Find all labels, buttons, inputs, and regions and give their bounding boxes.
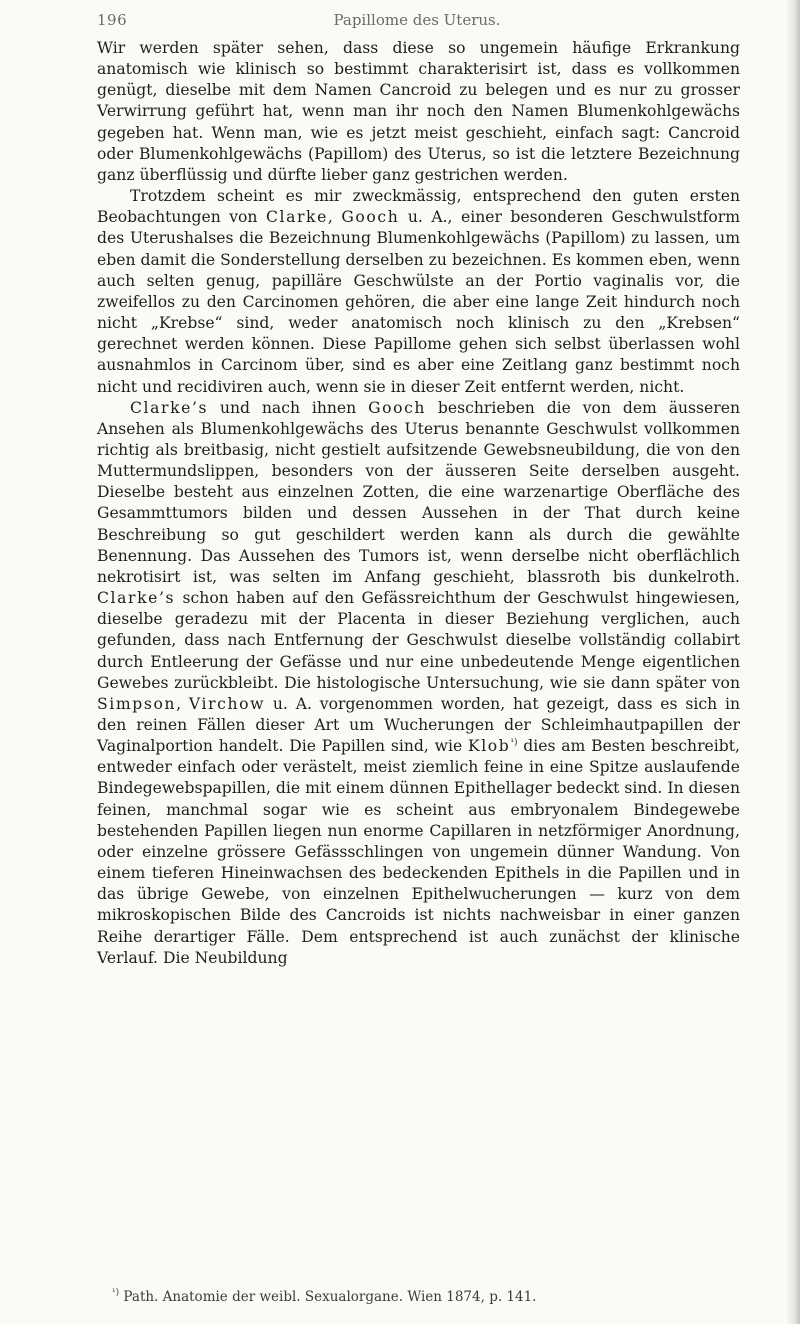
body-text bbox=[97, 38, 740, 969]
text-run: u. A. vorgenommen worden, hat gezeigt, dass es sich in den reinen Fällen dieser Art um Wucherungen der Schleimhautpapillen der Vaginalportion handelt. Die Papillen sind, wie bbox=[97, 694, 740, 756]
author-name: Clarke’s bbox=[130, 398, 209, 417]
page-number: 196 bbox=[97, 11, 128, 29]
footnote-text: Path. Anatomie der weibl. Sexualorgane. Wien 1874, p. 141. bbox=[119, 1289, 537, 1305]
footnote bbox=[112, 1289, 732, 1305]
paragraph bbox=[97, 398, 740, 969]
text-run: , bbox=[327, 208, 342, 227]
author-name: Clarke’s bbox=[97, 589, 176, 608]
text-run: dies am Besten beschreibt, entweder einfach oder verästelt, meist ziemlich feine in eine Spitze auslaufende Bindegewebspapillen, die mit einem dünnen Epithellager bedeckt sind. In diesen feinen, manchmal sogar wie es scheint aus embryonalem Bindegewebe bestehenden Papillen liegen nun enorme Capillaren in netzförmiger Anordnung, oder einzelne grössere Gefässschlingen von ungemein dünner Wandung. Von einem tieferen Hineinwachsen des bedeckenden Epithels in die Papillen und in das übrige Gewebe, von einzelnen Epithelwucherungen — kurz von dem mikroskopischen Bilde des Cancroids ist nichts nachweisbar in einer ganzen Reihe derartiger Fälle. Dem entsprechend ist auch zunächst der klinische Verlauf. Die Neubildung bbox=[97, 737, 740, 967]
paragraph bbox=[97, 38, 740, 186]
text-run: und nach ihnen bbox=[208, 398, 369, 417]
text-run: Wir werden später sehen, dass diese so ungemein häufige Erkrankung anatomisch wie klinisch so bestimmt charakterisirt ist, dass es vollkommen genügt, dieselbe mit dem Namen Cancroid zu belegen und es nur zu grosser Verwirrung geführt hat, wenn man ihr noch den Namen Blumenkohlgewächs gegeben hat. Wenn man, wie es jetzt meist geschieht, einfach sagt: Cancroid oder Blumenkohlgewächs (Papillom) des Uterus, so ist die letztere Bezeichnung ganz überflüssig und dürfte lieber ganz gestrichen werden. bbox=[97, 39, 740, 184]
text-run: beschrieben die von dem äusseren Ansehen als Blumenkohlgewächs des Uterus benannte Geschwulst vollkommen richtig als breitbasig, nicht gestielt aufsitzende Gewebsneubildung, die von den Muttermundslippen, besonders von der äusseren Seite derselben ausgeht. Dieselbe besteht aus einzelnen Zotten, die eine warzenartige Oberfläche des Gesammttumors bilden und dessen Aussehen in der That durch keine Beschreibung so gut geschildert werden kann als durch die gewählte Benennung. Das Aussehen des Tumors ist, wenn derselbe nicht oberflächlich nekrotisirt ist, was selten im Anfang geschieht, blassroth bis dunkelroth. bbox=[97, 398, 740, 586]
running-head bbox=[97, 11, 737, 37]
author-name: Clarke bbox=[265, 208, 328, 227]
author-name: Virchow bbox=[188, 694, 266, 713]
text-run: Trotzdem scheint es mir zweckmässig, entsprechend den guten ersten Beobachtungen von bbox=[97, 187, 740, 227]
author-name: Gooch bbox=[368, 398, 427, 417]
footnote-reference: ¹) bbox=[510, 738, 518, 749]
author-name: Simpson bbox=[97, 694, 177, 713]
running-title: Papillome des Uterus. bbox=[333, 11, 501, 29]
text-run: u. A., einer besonderen Geschwulstform des Uterushalses die Bezeichnung Blumenkohlgewächs (Papillom) zu lassen, um eben damit die Sonderstellung derselben zu bezeichnen. Es kommen eben, wenn auch selten genug, papilläre Geschwülste an der Portio vaginalis vor, die zweifellos zu den Carcinomen gehören, die aber eine lange Zeit hindurch noch nicht „Krebse“ sind, weder anatomisch noch klinisch zu den „Krebsen“ gerechnet werden können. Diese Papillome gehen sich selbst überlassen wohl ausnahmlos in Carcinom über, sind es aber eine Zeitlang ganz bestimmt noch nicht und recidiviren auch, wenn sie in dieser Zeit entfernt werden, nicht. bbox=[97, 208, 740, 396]
text-run: , bbox=[176, 694, 189, 713]
author-name: Gooch bbox=[341, 208, 400, 227]
paragraph bbox=[97, 186, 740, 398]
text-run: schon haben auf den Gefässreichthum der Geschwulst hingewiesen, dieselbe geradezu mit der Placenta in dieser Beziehung verglichen, auch gefunden, dass nach Entfernung der Geschwulst dieselbe vollständig collabirt durch Entleerung der Gefässe und nur eine unbedeutende Menge eigentlichen Gewebes zurückbleibt. Die histologische Untersuchung, wie sie dann später von bbox=[97, 589, 740, 692]
author-name: Klob bbox=[467, 737, 511, 756]
footnote-marker: ¹) bbox=[112, 1288, 120, 1298]
page-edge-shadow bbox=[786, 0, 800, 1324]
